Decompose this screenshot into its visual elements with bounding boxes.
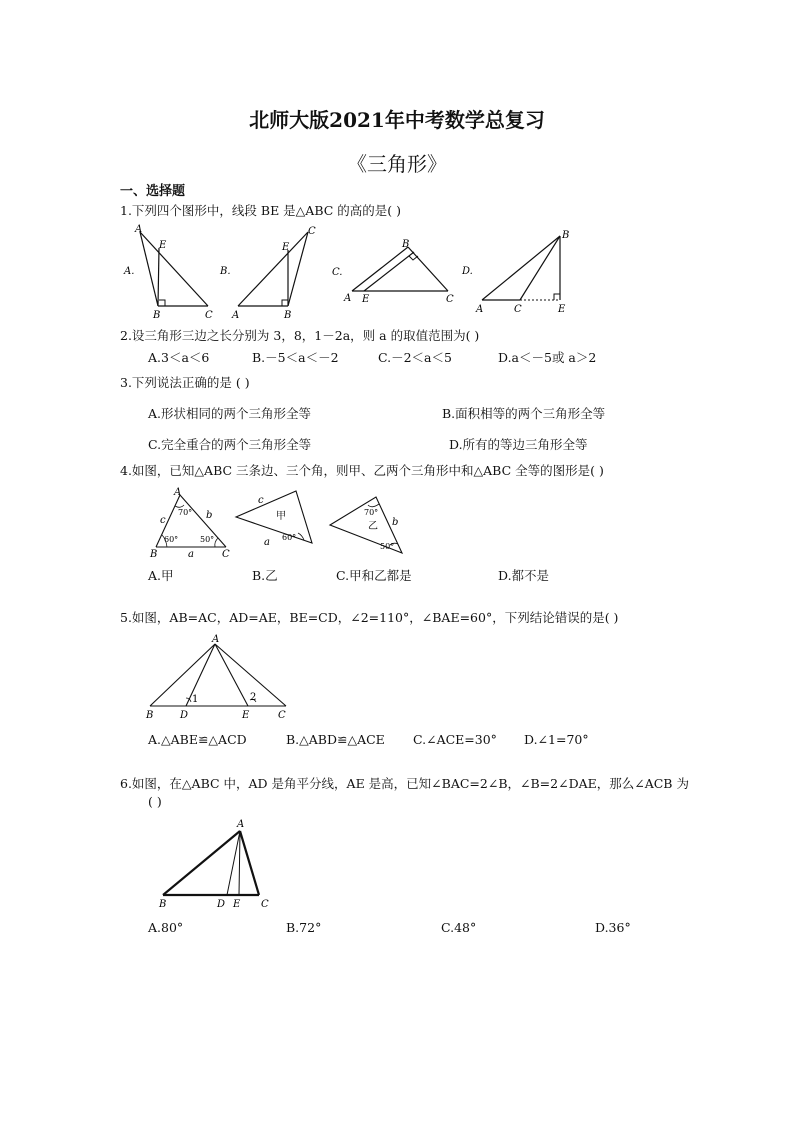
- q1a-label-B: B: [153, 310, 161, 321]
- q4-jia-label: 甲: [276, 511, 286, 522]
- q4-jia-side-a: a: [264, 537, 270, 548]
- q1-figure-a: [120, 222, 220, 322]
- q4-option-d[interactable]: D.都不是: [498, 568, 550, 583]
- q1a-label-A: A: [135, 224, 143, 235]
- q1a-label-E: E: [159, 240, 167, 251]
- q5-option-c[interactable]: C.∠ACE=30°: [413, 732, 497, 747]
- q4-label-c: c: [160, 515, 166, 526]
- q3-option-c[interactable]: C.完全重合的两个三角形全等: [148, 437, 312, 452]
- q4-figure: [140, 485, 430, 565]
- q1d-label-A: A: [476, 304, 484, 315]
- q6-label-A: A: [237, 819, 245, 830]
- q1c-option-label: C.: [332, 267, 343, 278]
- q5-angle-1: 1: [192, 694, 199, 705]
- q5-label-D: D: [180, 710, 189, 721]
- section-heading: 一、选择题: [120, 184, 186, 199]
- q4-option-a[interactable]: A.甲: [148, 568, 174, 583]
- q2-option-c[interactable]: C.－2＜a＜5: [378, 350, 452, 365]
- q1a-option-label: A.: [124, 266, 135, 277]
- q3-option-d[interactable]: D.所有的等边三角形全等: [449, 437, 588, 452]
- q6-option-b[interactable]: B.72°: [286, 920, 322, 935]
- q1d-label-C: C: [514, 304, 522, 315]
- q1d-label-E: E: [558, 304, 566, 315]
- q1b-label-C: C: [308, 226, 316, 237]
- q6-label-C: C: [261, 899, 269, 910]
- q5-option-a[interactable]: A.△ABE≌△ACD: [148, 732, 247, 747]
- page-title: 北师大版2021年中考数学总复习: [249, 108, 545, 132]
- q5-option-d[interactable]: D.∠1=70°: [524, 732, 589, 747]
- q5-option-b[interactable]: B.△ABD≌△ACE: [286, 732, 385, 747]
- question-1-stem: 1.下列四个图形中，线段 BE 是△ABC 的高的是( ): [120, 203, 402, 218]
- q3-option-a[interactable]: A.形状相同的两个三角形全等: [148, 406, 312, 421]
- q4-triangle-abc: [149, 487, 230, 560]
- question-6-stem-cont: ( ): [148, 794, 162, 809]
- q5-figure: [140, 636, 300, 726]
- q4-label-b: b: [206, 510, 213, 521]
- question-4-stem: 4.如图，已知△ABC 三条边、三个角，则甲、乙两个三角形中和△ABC 全等的图形是( ): [120, 463, 604, 478]
- q1b-label-E: E: [282, 242, 290, 253]
- q4-label-a: a: [188, 549, 194, 560]
- q6-option-d[interactable]: D.36°: [595, 920, 631, 935]
- q5-label-A: A: [212, 634, 220, 645]
- q2-option-d[interactable]: D.a＜－5或 a＞2: [498, 350, 597, 365]
- q1b-label-B: B: [284, 310, 292, 321]
- q1d-option-label: D.: [462, 266, 473, 277]
- q4-angle-A: 70°: [178, 508, 193, 517]
- q4-triangle-yi: [330, 497, 402, 553]
- q6-label-D: D: [217, 899, 226, 910]
- q6-figure: [155, 815, 285, 915]
- q4-triangle-jia: [236, 491, 312, 548]
- q5-label-B: B: [146, 710, 154, 721]
- q1c-label-C: C: [446, 294, 454, 305]
- q4-jia-angle: 60°: [282, 533, 297, 542]
- q1-figure-d: [460, 228, 580, 318]
- q6-label-E: E: [233, 899, 241, 910]
- q4-yi-side-b: b: [392, 517, 399, 528]
- q3-option-b[interactable]: B.面积相等的两个三角形全等: [442, 406, 606, 421]
- q2-option-a[interactable]: A.3＜a＜6: [148, 350, 210, 365]
- question-3-stem: 3.下列说法正确的是 ( ): [120, 375, 250, 390]
- q6-label-B: B: [159, 899, 167, 910]
- question-5-stem: 5.如图，AB=AC，AD=AE，BE=CD，∠2=110°，∠BAE=60°，下列结论错误的是( ): [120, 610, 619, 625]
- q1-figure-c: [330, 235, 460, 315]
- q2-option-b[interactable]: B.－5＜a＜－2: [252, 350, 339, 365]
- page-subtitle: 《三角形》: [347, 152, 447, 176]
- q4-jia-side-c: c: [258, 495, 264, 506]
- q4-yi-label: 乙: [368, 521, 378, 532]
- q4-option-c[interactable]: C.甲和乙都是: [336, 568, 412, 583]
- q4-label-B: B: [150, 549, 158, 560]
- q1c-label-B: B: [402, 239, 410, 250]
- q4-label-A: A: [174, 487, 182, 498]
- q4-option-b[interactable]: B.乙: [252, 568, 278, 583]
- q4-label-C: C: [222, 549, 230, 560]
- q4-yi-angle-1: 70°: [364, 508, 379, 517]
- question-2-stem: 2.设三角形三边之长分别为 3，8，1－2a，则 a 的取值范围为( ): [120, 328, 480, 343]
- q5-angle-2: 2: [250, 692, 257, 703]
- q6-option-c[interactable]: C.48°: [441, 920, 477, 935]
- q1b-option-label: B.: [220, 266, 231, 277]
- q4-yi-angle-2: 50°: [380, 542, 395, 551]
- q4-angle-C: 50°: [200, 535, 215, 544]
- q6-option-a[interactable]: A.80°: [148, 920, 184, 935]
- q5-label-C: C: [278, 710, 286, 721]
- q4-angle-B: 60°: [164, 535, 179, 544]
- q1d-label-B: B: [562, 230, 570, 241]
- question-6-stem: 6.如图，在△ABC 中，AD 是角平分线，AE 是高，已知∠BAC=2∠B，∠B=2∠DAE，那么∠ACB 为: [120, 776, 689, 791]
- q1c-label-E: E: [362, 294, 370, 305]
- q5-label-E: E: [242, 710, 250, 721]
- q1c-label-A: A: [344, 293, 352, 304]
- q1a-label-C: C: [205, 310, 213, 321]
- q1-figure-b: [220, 222, 320, 322]
- q1b-label-A: A: [232, 310, 240, 321]
